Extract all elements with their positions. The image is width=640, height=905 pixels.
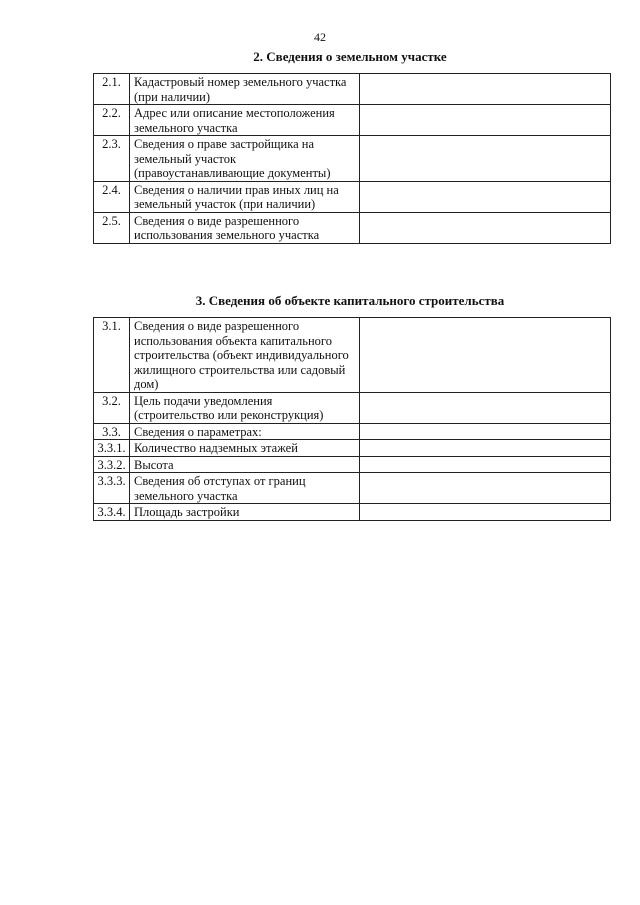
row-number: 2.1. [94, 74, 130, 105]
value-cell-notification-purpose[interactable] [360, 392, 611, 423]
row-number: 3.3.4. [94, 504, 130, 521]
row-label: Сведения о параметрах: [130, 423, 360, 440]
table-row [94, 423, 611, 440]
value-cell-permitted-use[interactable] [360, 212, 611, 243]
row-number: 2.5. [94, 212, 130, 243]
table-row [94, 473, 611, 504]
row-label: Цель подачи уведомления (строительство или реконструкция) [130, 392, 360, 423]
value-cell-developer-rights[interactable] [360, 136, 611, 182]
row-number: 3.3. [94, 423, 130, 440]
row-label: Сведения о наличии прав иных лиц на земельный участок (при наличии) [130, 181, 360, 212]
row-label: Сведения о виде разрешенного использования земельного участка [130, 212, 360, 243]
row-label: Высота [130, 456, 360, 473]
row-number: 3.3.3. [94, 473, 130, 504]
row-number: 2.2. [94, 105, 130, 136]
row-label: Сведения о виде разрешенного использования объекта капитального строительства (объект индивидуального жилищного строительства или садовый дом) [130, 318, 360, 393]
row-number: 2.4. [94, 181, 130, 212]
table-row [94, 456, 611, 473]
table-row [94, 440, 611, 457]
row-number: 3.1. [94, 318, 130, 393]
row-label: Адрес или описание местоположения земельного участка [130, 105, 360, 136]
row-label: Количество надземных этажей [130, 440, 360, 457]
page-number: 42 [314, 30, 326, 44]
capital-construction-table [93, 317, 611, 521]
row-number: 3.2. [94, 392, 130, 423]
value-cell-floors[interactable] [360, 440, 611, 457]
row-number: 3.3.2. [94, 456, 130, 473]
section-heading-capital-construction: 3. Сведения об объекте капитального строительства [195, 293, 505, 308]
row-label: Сведения о праве застройщика на земельный участок (правоустанавливающие документы) [130, 136, 360, 182]
row-number: 2.3. [94, 136, 130, 182]
value-cell-third-party-rights[interactable] [360, 181, 611, 212]
value-cell-height[interactable] [360, 456, 611, 473]
table-row [94, 392, 611, 423]
table-row [94, 504, 611, 521]
value-cell-object-use[interactable] [360, 318, 611, 393]
table-row [94, 181, 611, 212]
value-cell-setbacks[interactable] [360, 473, 611, 504]
value-cell-cadastral-number[interactable] [360, 74, 611, 105]
section-heading-land-plot: 2. Сведения о земельном участке [253, 49, 447, 64]
table-row [94, 318, 611, 393]
row-label: Сведения об отступах от границ земельного участка [130, 473, 360, 504]
table-row [94, 105, 611, 136]
value-cell-footprint-area[interactable] [360, 504, 611, 521]
row-label: Кадастровый номер земельного участка (при наличии) [130, 74, 360, 105]
row-number: 3.3.1. [94, 440, 130, 457]
row-label: Площадь застройки [130, 504, 360, 521]
table-row [94, 136, 611, 182]
table-row [94, 212, 611, 243]
value-cell-parameters[interactable] [360, 423, 611, 440]
table-row [94, 74, 611, 105]
value-cell-address[interactable] [360, 105, 611, 136]
land-plot-table [93, 73, 611, 244]
